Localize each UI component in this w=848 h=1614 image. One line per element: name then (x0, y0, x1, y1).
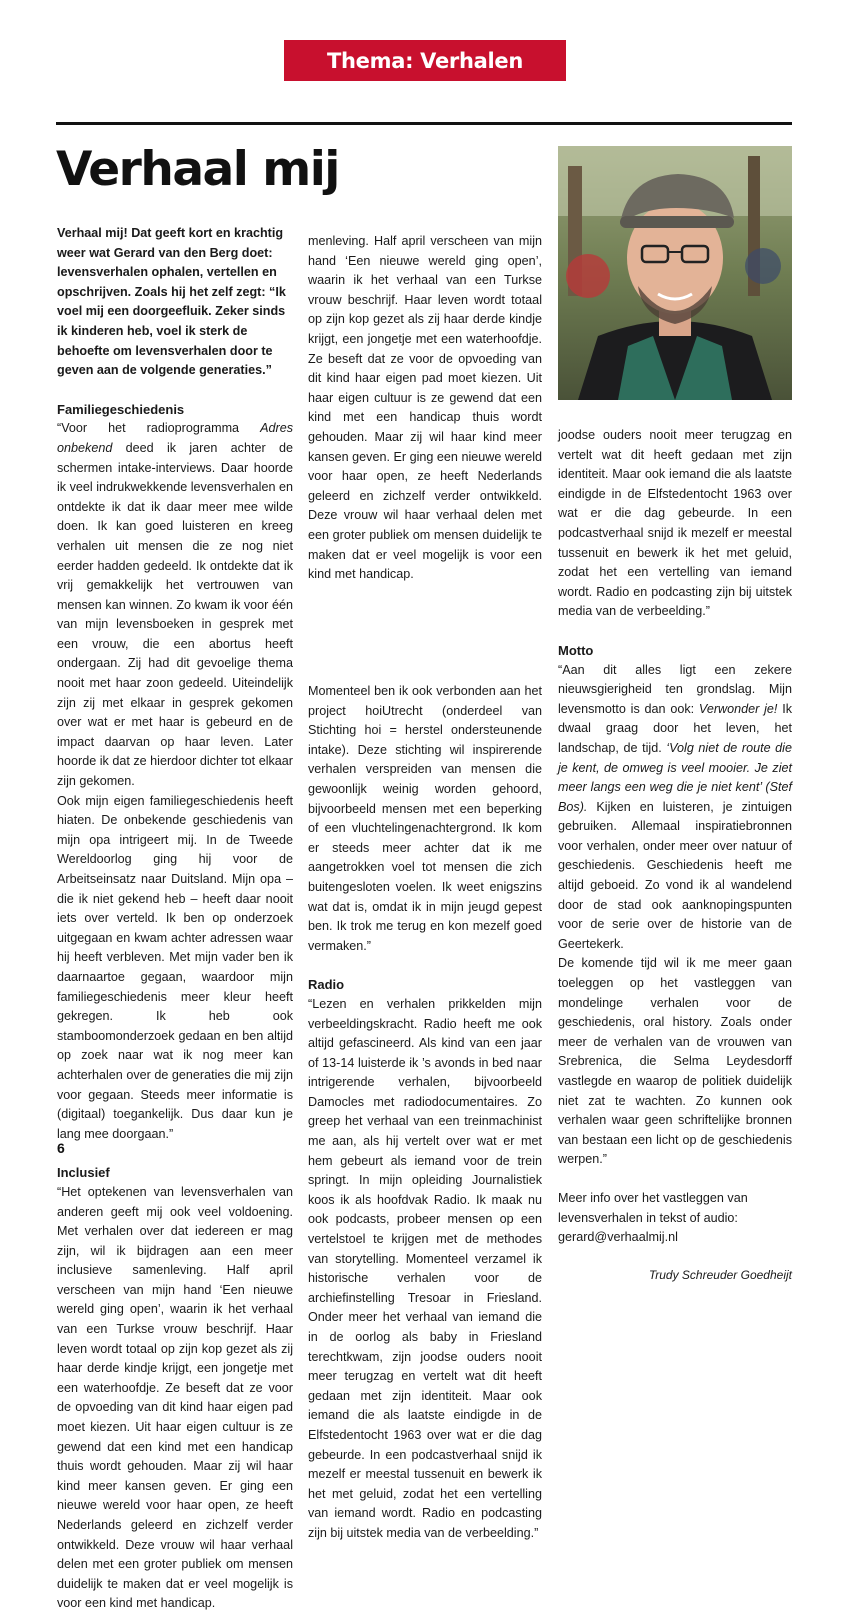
page-number: 6 (57, 1140, 65, 1156)
column-3 (558, 426, 792, 1285)
article-intro: Verhaal mij! Dat geeft kort en krachtig weer wat Gerard van den Berg doet: levensverhalen ophalen, vertellen en opschrijven. Zoals hij het zelf zegt: “Ik voel mij een doorgeefluik. Zeker sinds ik kinderen heb, voel ik sterk de behoefte om levensverhalen door te geven aan de volgende generaties.” (57, 226, 286, 378)
contact-info: Meer info over het vastleggen van levensverhalen in tekst of audio: gerard@verhaalmij.nl (558, 1190, 748, 1245)
paragraph-continued: joodse ouders nooit meer terugzag en vertelt wat dit heeft gedaan met zijn identiteit. Maar ook iemand die als laatste eindigde in de Elfstedentocht 1963 over wat er die dag gebeurde. In een podcastverhaal snijd ik mezelf er meestal tussenuit en bewerk ik het met geluid, zodat het een vertelling van iemand wordt. Radio en podcasting zijn bij uitstek media van de verbeelding.” (558, 428, 792, 619)
heading-familiegeschiedenis: Familiegeschiedenis (57, 401, 185, 417)
column-1 (57, 224, 293, 1611)
heading-inclusief: Inclusief (57, 1165, 110, 1181)
paragraph: “Aan dit alles ligt een zekere nieuwsgierigheid ten grondslag. Mijn levensmotto is dan ook: Verwonder je! Ik dwaal graag door het leven, het landschap, de tijd. ‘Volg niet de route die je kent, de omweg is veel mooier. Je ziet meer langs een weg die je niet kent’ (Stef Bos). Kijken en luisteren, je zintuigen gebruiken. Allemaal inspiratiebronnen voor verhalen, onder meer over natuur of geschiedenis. Geschiedenis heeft me altijd geboeid. Zo vond ik al wandelend door de stad ook aanknopingspunten voor de serie over de historie van de Geertekerk. (558, 662, 792, 951)
author-credit: Trudy Schreuder Goedheijt (648, 1267, 792, 1282)
column-2 (308, 232, 542, 1540)
portrait-illustration (558, 146, 792, 400)
portrait-photo (558, 146, 792, 400)
paragraph-continuation (308, 232, 542, 682)
theme-banner (284, 40, 566, 81)
theme-label: Thema: Verhalen (327, 48, 523, 73)
top-rule (56, 122, 792, 125)
paragraph: Ook mijn eigen familiegeschiedenis heeft hiaten. De onbekende geschiedenis van mijn opa intrigeert mij. In de Tweede Wereldoorlog ging hij voor de Arbeitseinsatz naar Duitsland. Mijn opa – die ik niet gekend heb – heeft daar nooit iets over verteld. Ik ben op onderzoek uitgegaan en kwam achter adressen waar hij heeft verbleven. Met mijn vader ben ik daarnaartoe gegaan, waardoor mijn familiegeschiedenis meer kleur heeft gekregen. Ik heb ook stamboomonderzoek gedaan en ben altijd op zoek naar wat ik nog meer kan achterhalen over de generaties die mij zijn voor gegaan. Steeds meer informatie is (digitaal) toegankelijk. Dus daar kun je lang mee doorgaan.” (57, 793, 293, 1141)
paragraph: “Voor het radioprogramma Adres onbekend deed ik jaren achter de schermen intake-interviews. Daar hoorde ik veel indrukwekkende levensverhalen en ontdekte ik dat ik daar meer mee wilde doen. Ik kan goed luisteren en kreeg verhalen uit mensen die ze nog niet eerder hadden gedeeld. Ik ontdekte dat ik vrij gemakkelijk het vertrouwen van mensen kan winnen. Zo kwam ik voor één van mijn levensboeken in gesprek met een vrouw, die een abortus heeft ondergaan. Zij had dit gevoelige thema nooit met haar zoon gedeeld. Uiteindelijk zijn zij met elkaar in gesprek gekomen over wat er met haar is gebeurd en de impact daarvan op haar leven. Later hoorde ik dat ze hierdoor dichter tot elkaar zijn gekomen. (57, 421, 293, 789)
paragraph: Momenteel ben ik ook verbonden aan het project hoiUtrecht (onderdeel van Stichting hoi = herstel ondersteunende intake). Deze stichting wil inspirerende verhalen verspreiden van mensen die gewoonlijk weinig worden gehoord, bijvoorbeeld mensen met een beperking of een vluchtelingenachtergrond. Ik kom er steeds meer achter dat ik me aangetrokken voel tot mensen die zich buitengesloten voelen. Ik weet enigszins wat dat is, omdat ik in mijn jeugd gepest ben. Ik trok me terug en kon mezelf goed vermaken.” (308, 684, 542, 953)
paragraph: menleving. Half april verscheen van mijn hand ‘Een nieuwe wereld ging open’, waarin ik het verhaal van een Turkse vrouw beschrijf. Haar leven wordt totaal op zijn kop gezet als zij haar derde kindje krijgt, een jongetje met een waterhoofdje. Ze beseft dat ze voor de opvoeding van dit kind haar eigen pad moet kiezen. Uit haar eigen cultuur is ze gewend dat een kind met een handicap thuis wordt gehouden. Maar zij wil haar kind meer kansen geven. Er ging een nieuwe wereld voor haar open, ze heeft Nederlands geleerd en zichzelf verder ontwikkeld. Deze vrouw wil haar verhaal delen met een groter publiek om mensen duidelijk te maken dat er veel mogelijk is voor een kind met handicap. (308, 234, 542, 582)
heading-radio: Radio (308, 977, 345, 993)
paragraph: “Lezen en verhalen prikkelden mijn verbeeldingskracht. Radio heeft me ook altijd gefascineerd. Als kind van een jaar of 13-14 luisterde ik ’s avonds in bed naar intrigerende verhalen, bijvoorbeeld Damocles met radiodocumentaires. Zo greep het verhaal van een treinmachinist me aan, als hij vertelt over wat er met hem gebeurt als iemand voor de trein springt. In mijn opleiding Journalistiek koos ik als hoofdvak Radio. Ik maak nu ook podcasts, probeer mensen op een vertelstoel te krijgen met de methodes van storytelling. Momenteel verzamel ik historische verhalen voor de archiefinstelling Tresoar in Friesland. Onder meer het verhaal van iemand die in de oorlog als baby in Friesland terechtkwam, zijn joodse ouders nooit meer terugzag en vertelt wat dit heeft gedaan met zijn identiteit. Maar ook iemand die als laatste eindigde in de Elfstedentocht 1963 over wat er die dag gebeurde. In een podcastverhaal snijd ik mezelf er meestal tussenuit en bewerk ik het met geluid, zodat het een vertelling van iemand wordt. Radio en podcasting zijn bij uitstek media van de verbeelding.” (308, 996, 542, 1540)
paragraph-continued: “Het optekenen van levensverhalen van anderen geeft mij ook veel voldoening. Met verhalen over dat iedereen er mag zijn, wil ik bijdragen aan een meer inclusieve samenleving. Half april verscheen van mijn hand ‘Een nieuwe wereld ging open’, waarin ik het verhaal van een Turkse vrouw beschrijf. Haar leven wordt totaal op zijn kop gezet als zij haar derde kindje krijgt, een jongetje met een waterhoofdje. Ze beseft dat ze voor de opvoeding van dit kind haar eigen pad moet kiezen. Uit haar eigen cultuur is ze gewend dat een kind met een handicap thuis wordt gehouden. Maar zij wil haar kind meer kansen geven. Er ging een nieuwe wereld voor haar open, ze heeft Nederlands geleerd en zichzelf verder ontwikkeld. Deze vrouw wil haar verhaal delen met een groter publiek om mensen duidelijk te maken dat er veel mogelijk is voor een kind met handicap. (57, 1184, 293, 1611)
paragraph: De komende tijd wil ik me meer gaan toeleggen op het vastleggen van mondelinge verhalen voor de geschiedenis, oral history. Zoals onder meer de verhalen van de vrouwen van Srebrenica, die Selma Leydesdorff vastlegde en waarop de politiek duidelijk niet zat te wachten. Zo kunnen ook verhalen waar geen schriftelijke bronnen van bestaan een licht op de geschiedenis werpen.” (558, 956, 792, 1167)
article-title: Verhaal mij (56, 142, 339, 197)
heading-motto: Motto (558, 642, 594, 658)
